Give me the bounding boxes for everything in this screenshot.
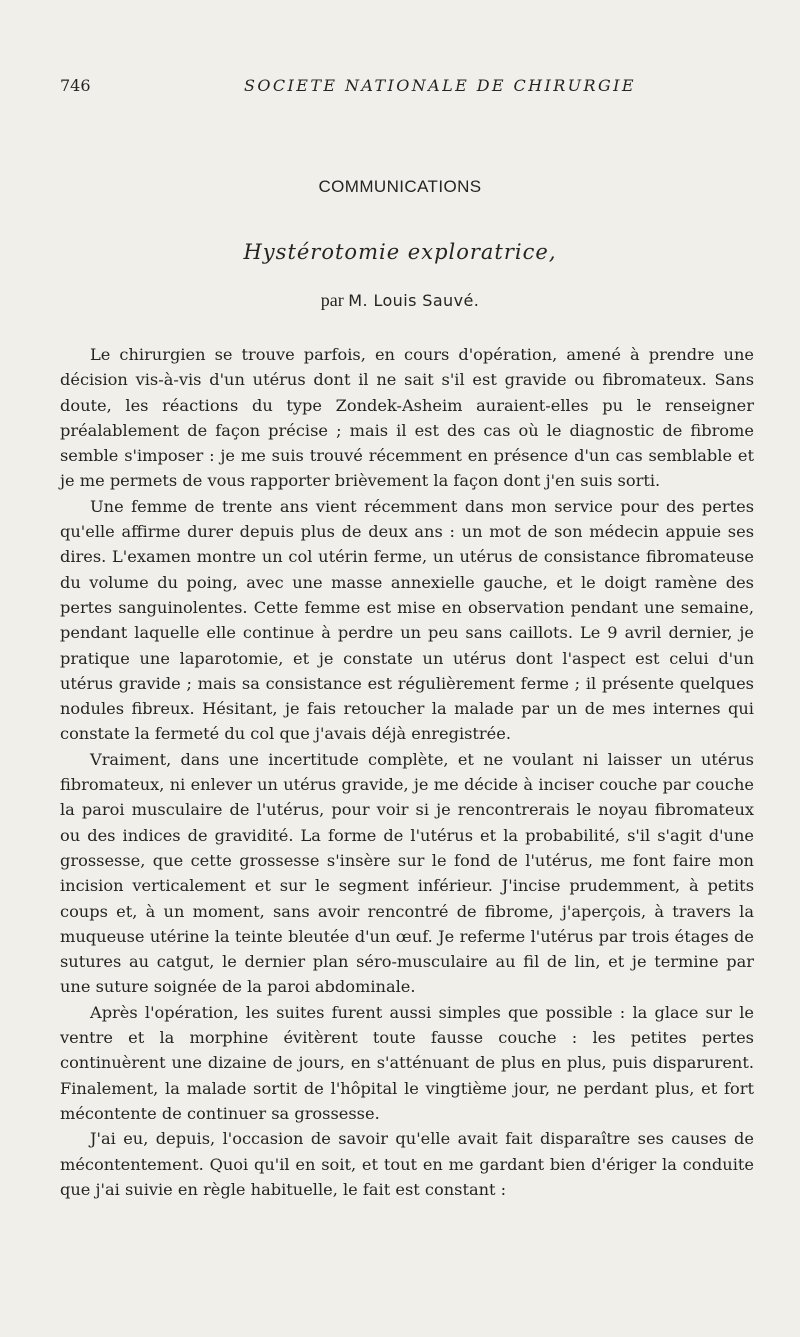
paragraph: J'ai eu, depuis, l'occasion de savoir qu'elle avait fait disparaître ses causes de mécontentement. Quoi qu'il en soit, et tout en me gardant bien d'ériger la conduite que j'ai suivie en règle habituelle, le fait est constant : (60, 1129, 754, 1199)
paragraph: Après l'opération, les suites furent aussi simples que possible : la glace sur le ventre et la morphine évitèrent toute fausse couche : les petites pertes continuèrent une dizaine de jours, en s'atténuant de plus en plus, puis disparurent. Finalement, la malade sortit de l'hôpital le vingtième jour, ne perdant plus, et fort mécontente de continuer sa grossesse. (60, 1002, 754, 1123)
author-name: M. Louis Sauvé. (348, 291, 480, 310)
section-title: COMMUNICATIONS (318, 177, 482, 196)
paragraph: Une femme de trente ans vient récemment dans mon service pour des pertes qu'elle affirme durer depuis plus de deux ans : un mot de son médecin appuie ses dires. L'examen montre un col utérin ferme, un utérus de consistance fibromateuse du volume du poing, avec une masse annexielle gauche, et le doigt ramène des pertes sanguinolentes. Cette femme est mise en observation pendant une semaine, pendant laquelle elle continue à perdre un peu sans caillots. Le 9 avril dernier, je pratique une laparotomie, et je constate un utérus dont l'aspect est celui d'un utérus gravide ; mais sa consistance est régulièrement ferme ; il présente quelques nodules fibreux. Hésitant, je fais retoucher la malade par un de mes internes qui constate la fermeté du col que j'avais déjà enregistrée. (60, 496, 754, 744)
page-number: 746 (60, 76, 91, 95)
byline (0, 290, 800, 311)
journal-title: SOCIETE NATIONALE DE CHIRURGIE (244, 76, 636, 95)
paragraph: Le chirurgien se trouve parfois, en cours d'opération, amené à prendre une décision vis-à-vis d'un utérus dont il ne sait s'il est gravide ou fibromateux. Sans doute, les réactions du type Zondek-Asheim auraient-elles pu le renseigner préalablement de façon précise ; mais il est des cas où le diagnostic de fibrome semble s'imposer : je me suis trouvé récemment en présence d'un cas semblable et je me permets de vous rapporter brièvement la façon dont j'en suis sorti. (60, 345, 754, 491)
running-head (60, 76, 760, 100)
article-title: Hystérotomie exploratrice, (243, 240, 557, 264)
article-body (60, 342, 754, 1202)
paragraph: Vraiment, dans une incertitude complète, et ne voulant ni laisser un utérus fibromateux, ni enlever un utérus gravide, je me décide à inciser couche par couche la paroi musculaire de l'utérus, pour voir si je rencontrerais le noyau fibromateux ou des indices de gravidité. La forme de l'utérus et la probabilité, s'il s'agit d'une grossesse, que cette grossesse s'insère sur le fond de l'utérus, me font faire mon incision verticalement et sur le segment inférieur. J'incise prudemment, à petits coups et, à un moment, sans avoir rencontré de fibrome, j'aperçois, à travers la muqueuse utérine la teinte bleutée d'un œuf. Je referme l'utérus par trois étages de sutures au catgut, le dernier plan séro-musculaire au fil de lin, et je termine par une suture soignée de la paroi abdominale. (60, 749, 754, 997)
byline-prefix: par (320, 290, 344, 310)
